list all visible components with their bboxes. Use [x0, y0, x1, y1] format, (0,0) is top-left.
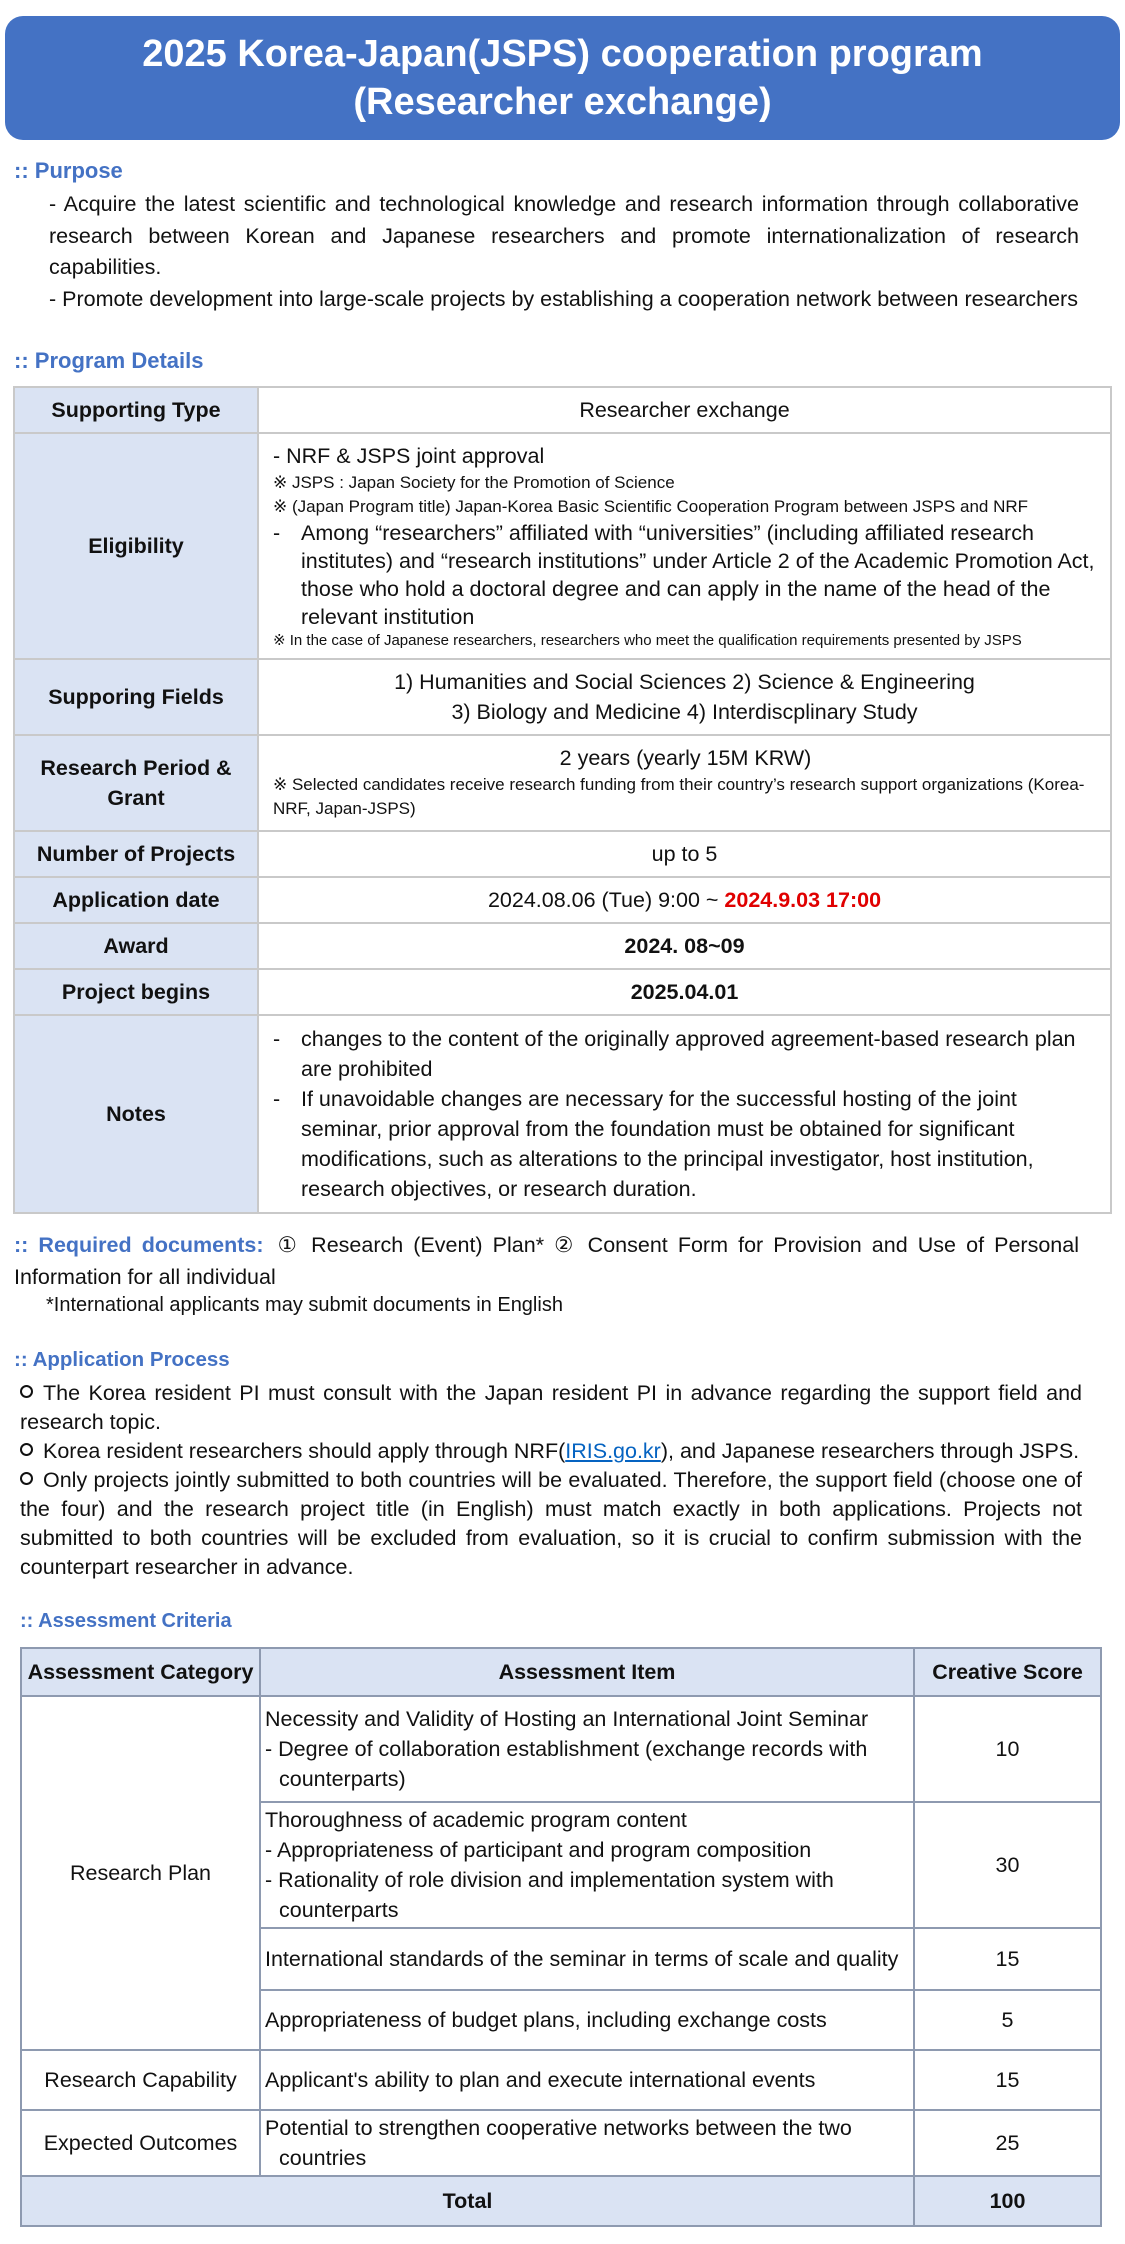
- required-documents-note: *International applicants may submit documents in English: [46, 1294, 563, 1316]
- notes-value: [258, 1015, 1111, 1213]
- item-cell: [260, 1696, 914, 1802]
- table-row: [14, 387, 1111, 433]
- table-row: [14, 735, 1111, 831]
- process-item-2: [20, 1437, 1082, 1466]
- total-row: [21, 2176, 1101, 2226]
- application-date-start: 2024.08.06 (Tue) 9:00 ~: [487, 887, 725, 912]
- table-row: [14, 877, 1111, 923]
- title-line-2: (Researcher exchange): [353, 81, 772, 123]
- item-line: counterparts: [279, 1898, 399, 1922]
- fields-value: [258, 659, 1111, 735]
- table-row: [14, 923, 1111, 969]
- fields-label: Supporing Fields: [14, 659, 258, 735]
- column-header: Creative Score: [914, 1648, 1101, 1696]
- process-item-1: [20, 1379, 1082, 1437]
- award-label: Award: [14, 923, 258, 969]
- purpose-paragraph-2: - Promote development into large-scale projects by establishing a cooperation network between researchers: [49, 287, 1078, 311]
- projects-value: up to 5: [258, 831, 1111, 877]
- score-cell: 15: [914, 1928, 1101, 1990]
- eligibility-line: - NRF & JSPS joint approval: [273, 443, 545, 468]
- project-begins-value: 2025.04.01: [258, 969, 1111, 1015]
- category-cell: Expected Outcomes: [21, 2110, 260, 2176]
- category-cell: Research Capability: [21, 2050, 260, 2110]
- table-row: [14, 1015, 1111, 1213]
- total-label: Total: [21, 2176, 914, 2226]
- process-item-text: The Korea resident PI must consult with the Japan resident PI in advance regarding the support field and research topic.: [20, 1381, 1082, 1434]
- program-details-heading: :: Program Details: [14, 348, 204, 373]
- item-line: - Degree of collaboration establishment (exchange records with: [265, 1737, 868, 1761]
- table-header-row: [21, 1648, 1101, 1696]
- item-line: - Rationality of role division and implementation system with: [265, 1868, 834, 1892]
- item-line: - Appropriateness of participant and program composition: [265, 1838, 812, 1862]
- table-row: [14, 433, 1111, 659]
- required-documents-heading: :: Required documents:: [14, 1233, 264, 1257]
- fields-line: 3) Biology and Medicine 4) Interdiscplinary Study: [451, 700, 918, 724]
- item-line: Thoroughness of academic program content: [265, 1808, 687, 1832]
- score-cell: 15: [914, 2050, 1101, 2110]
- notes-item: [273, 1084, 1098, 1204]
- score-cell: 10: [914, 1696, 1101, 1802]
- required-documents-text: ① Research (Event) Plan* ② Consent Form for Provision and Use of Personal Information for all individual: [14, 1233, 1079, 1289]
- eligibility-note: ※ JSPS : Japan Society for the Promotion of Science: [273, 472, 675, 492]
- project-begins-label: Project begins: [14, 969, 258, 1015]
- eligibility-value: [258, 433, 1111, 659]
- process-item-3: [20, 1466, 1082, 1582]
- table-row: [21, 2050, 1101, 2110]
- application-process-heading: :: Application Process: [14, 1348, 230, 1371]
- item-cell: [260, 1802, 914, 1928]
- item-line: Potential to strengthen cooperative networks between the two: [265, 2116, 852, 2140]
- application-deadline: 2024.9.03 17:00: [724, 887, 882, 912]
- item-cell: [260, 2110, 914, 2176]
- award-value: 2024. 08~09: [258, 923, 1111, 969]
- total-value: 100: [914, 2176, 1101, 2226]
- application-date-label: Application date: [14, 877, 258, 923]
- table-row: [21, 1696, 1101, 1802]
- column-header: Assessment Item: [260, 1648, 914, 1696]
- dash-bullet: -: [273, 1027, 281, 1051]
- notes-item: [273, 1024, 1098, 1084]
- dash-bullet: -: [273, 520, 281, 545]
- title-banner: [5, 16, 1120, 140]
- supporting-type-label: Supporting Type: [14, 387, 258, 433]
- item-line: countries: [279, 2146, 367, 2170]
- eligibility-item: [273, 519, 1098, 631]
- score-cell: 30: [914, 1802, 1101, 1928]
- item-cell: Applicant's ability to plan and execute international events: [260, 2050, 914, 2110]
- item-cell: Appropriateness of budget plans, including exchange costs: [260, 1990, 914, 2050]
- projects-label: Number of Projects: [14, 831, 258, 877]
- notes-label: Notes: [14, 1015, 258, 1213]
- eligibility-note: ※ (Japan Program title) Japan-Korea Basic Scientific Cooperation Program between JSPS and NRF: [273, 496, 1029, 516]
- score-cell: 25: [914, 2110, 1101, 2176]
- score-cell: 5: [914, 1990, 1101, 2050]
- purpose-paragraph-1: - Acquire the latest scientific and technological knowledge and research information through collaborative research between Korean and Japanese researchers and promote internationalization of research capabilities.: [49, 192, 1079, 279]
- period-label: Research Period & Grant: [14, 735, 258, 831]
- circle-bullet-icon: [20, 1385, 33, 1398]
- supporting-type-value: Researcher exchange: [258, 387, 1111, 433]
- required-documents: [14, 1230, 1079, 1293]
- circle-bullet-icon: [20, 1443, 33, 1456]
- process-item-text: Only projects jointly submitted to both countries will be evaluated. Therefore, the support field (choose one of the four) and the research project title (in English) must match exactly in both applications. Projects not submitted to both countries will be excluded from evaluation, so it is crucial to confirm submission with the counterpart researcher in advance.: [20, 1468, 1082, 1579]
- item-line: counterparts): [279, 1767, 406, 1791]
- table-row: [21, 2110, 1101, 2176]
- process-item-text: Korea resident researchers should apply through NRF(: [43, 1439, 566, 1463]
- process-item-text: ), and Japanese researchers through JSPS.: [660, 1439, 1080, 1463]
- item-line: Necessity and Validity of Hosting an International Joint Seminar: [265, 1707, 869, 1731]
- iris-link[interactable]: IRIS.go.kr: [565, 1439, 661, 1463]
- eligibility-item-text: Among “researchers” affiliated with “universities” (including affiliated research institutes) and “research institutions” under Article 2 of the Academic Promotion Act, those who hold a doctoral degree and can apply in the name of the head of the relevant institution: [301, 520, 1095, 629]
- table-row: [14, 969, 1111, 1015]
- dash-bullet: -: [273, 1087, 281, 1111]
- column-header: Assessment Category: [21, 1648, 260, 1696]
- period-value: [258, 735, 1111, 831]
- program-details-table: [13, 386, 1112, 1214]
- period-note: ※ Selected candidates receive research funding from their country’s research support organizations (Korea-NRF, Japan-JSPS): [273, 775, 1085, 818]
- item-cell: International standards of the seminar in terms of scale and quality: [260, 1928, 914, 1990]
- assessment-table: [20, 1647, 1102, 2227]
- category-cell: Research Plan: [21, 1696, 260, 2050]
- title-line-1: 2025 Korea-Japan(JSPS) cooperation program: [142, 33, 983, 75]
- eligibility-label: Eligibility: [14, 433, 258, 659]
- period-text: 2 years (yearly 15M KRW): [559, 746, 812, 770]
- notes-item-text: If unavoidable changes are necessary for the successful hosting of the joint seminar, prior approval from the foundation must be obtained for significant modifications, such as alterations to the principal investigator, host institution, research objectives, or research duration.: [301, 1087, 1034, 1201]
- application-date-value: [258, 877, 1111, 923]
- table-row: [14, 831, 1111, 877]
- notes-item-text: changes to the content of the originally approved agreement-based research plan are prohibited: [301, 1027, 1076, 1081]
- eligibility-note: ※ In the case of Japanese researchers, researchers who meet the qualification requirements presented by JSPS: [273, 631, 1022, 649]
- circle-bullet-icon: [20, 1472, 33, 1485]
- purpose-heading: :: Purpose: [14, 158, 123, 183]
- table-row: [14, 659, 1111, 735]
- assessment-heading: :: Assessment Criteria: [20, 1610, 232, 1632]
- fields-line: 1) Humanities and Social Sciences 2) Science & Engineering: [394, 670, 975, 694]
